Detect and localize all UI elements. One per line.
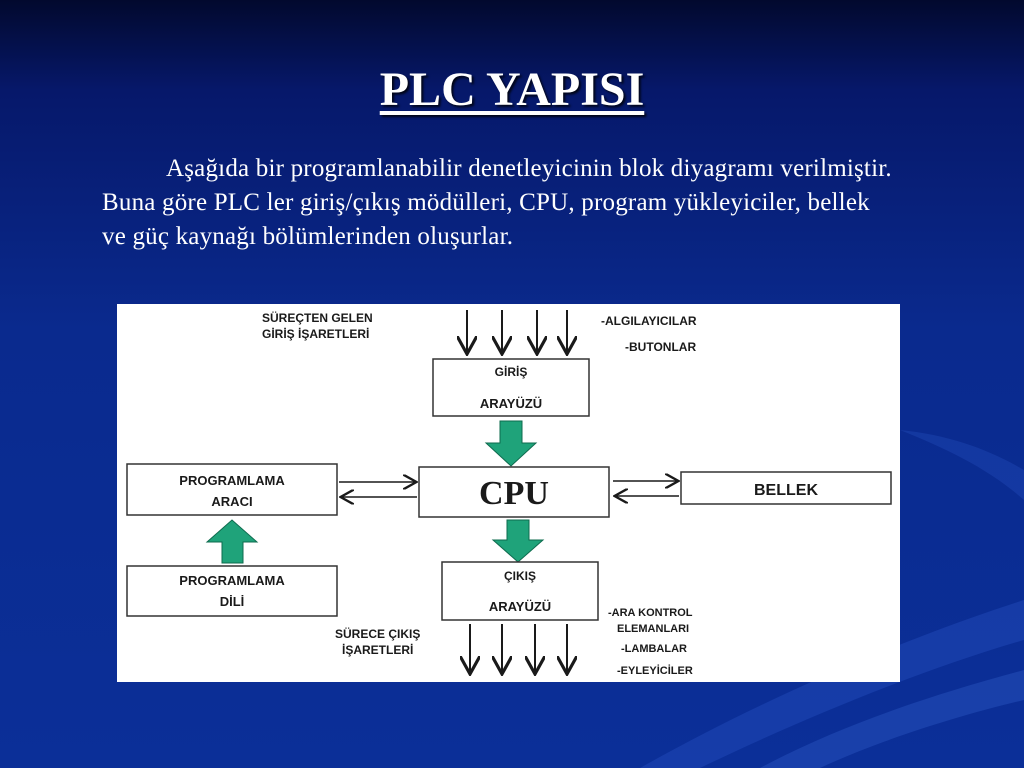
output-arrows	[470, 624, 567, 672]
cpu-to-output-arrow	[493, 520, 543, 562]
input-to-cpu-arrow	[486, 421, 536, 466]
output-device-relays-line2: ELEMANLARI	[617, 623, 690, 635]
slide-title: PLC YAPISI	[379, 63, 645, 116]
programming-tool-line1: PROGRAMLAMA	[179, 473, 285, 488]
memory-label: BELLEK	[754, 482, 818, 499]
input-device-buttons: -BUTONLAR	[625, 340, 697, 354]
output-device-relays-line1: -ARA KONTROL	[608, 607, 693, 619]
plc-block-diagram	[117, 304, 900, 682]
cpu-label: CPU	[479, 475, 549, 512]
cpu-memory-arrows	[613, 481, 679, 496]
output-signals-line2: İŞARETLERİ	[342, 643, 414, 657]
input-interface-line1: GİRİŞ	[494, 365, 528, 379]
input-arrows	[467, 310, 567, 352]
programming-language-line2: DİLİ	[219, 594, 245, 609]
output-interface-line2: ARAYÜZÜ	[488, 599, 552, 614]
programming-tool-line2: ARACI	[211, 494, 253, 509]
input-device-sensors: -ALGILAYICILAR	[601, 314, 697, 328]
input-signals-line1: SÜREÇTEN GELEN	[262, 311, 373, 325]
language-to-tool-arrow	[207, 520, 257, 563]
output-device-lamps: -LAMBALAR	[621, 643, 687, 655]
output-signals-line1: SÜRECE ÇIKIŞ	[335, 627, 421, 641]
programming-language-line1: PROGRAMLAMA	[179, 573, 285, 588]
intro-paragraph: Aşağıda bir programlanabilir denetleyicinin blok diyagramı verilmiştir. Buna göre PLC ler giriş/çıkış mödülleri, CPU, program yükleyiciler, bellek ve güç kaynağı bölümlerinden oluşurlar.	[102, 155, 892, 250]
output-device-actuators: -EYLEYİCİLER	[617, 665, 693, 677]
input-signals-line2: GİRİŞ İŞARETLERİ	[262, 327, 370, 341]
input-interface-line2: ARAYÜZÜ	[479, 396, 543, 411]
tool-cpu-arrows	[339, 482, 417, 497]
output-interface-line1: ÇIKIŞ	[503, 569, 537, 583]
